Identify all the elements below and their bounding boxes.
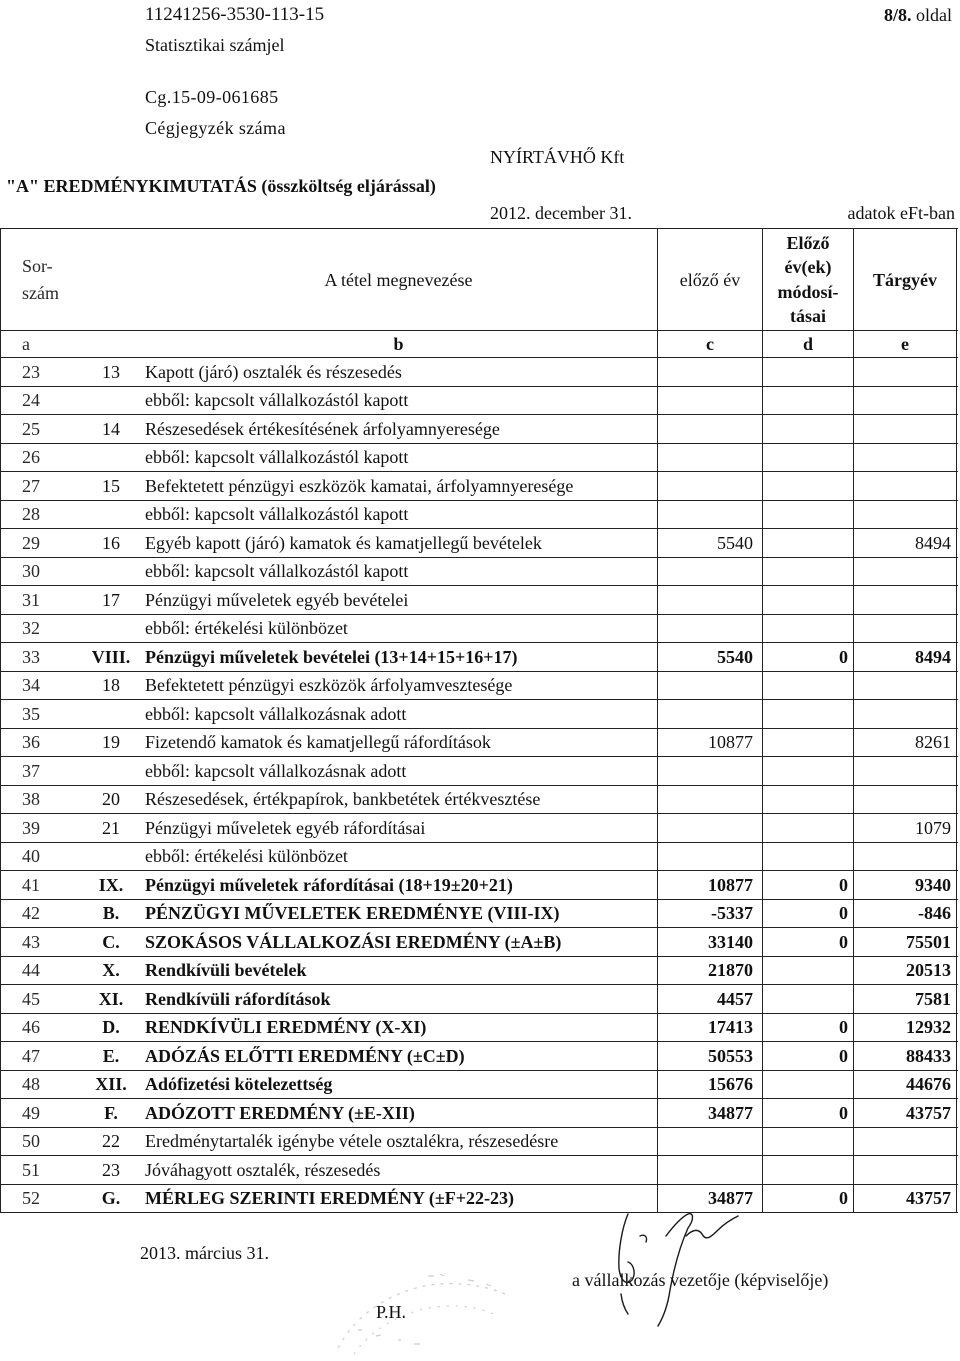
current-year-value: 9340 bbox=[853, 871, 957, 899]
item-name: Adófizetési kötelezettség bbox=[145, 1074, 333, 1095]
item-code: 22 bbox=[102, 1131, 120, 1152]
item-code: IX. bbox=[98, 874, 124, 895]
column-letter-d: d bbox=[762, 331, 853, 357]
prev-year-value: 10877 bbox=[657, 871, 762, 899]
table-row bbox=[1, 786, 958, 815]
prev-year-value: -5337 bbox=[657, 900, 762, 928]
document-title-main: "A" EREDMÉNYKIMUTATÁS bbox=[6, 176, 257, 196]
prior-year-adjustment-value: 0 bbox=[762, 643, 853, 671]
item-name: Pénzügyi műveletek egyéb ráfordításai bbox=[145, 817, 426, 838]
prior-year-adjustment-value bbox=[762, 814, 853, 842]
prev-year-value bbox=[657, 472, 762, 500]
handwritten-signature bbox=[588, 1206, 753, 1331]
item-name: ebből: kapcsolt vállalkozásnak adott bbox=[145, 703, 407, 724]
item-name: PÉNZÜGYI MŰVELETEK EREDMÉNYE (VIII-IX) bbox=[145, 903, 560, 924]
prev-year-value bbox=[657, 358, 762, 386]
prev-year-value bbox=[657, 1128, 762, 1156]
item-code bbox=[82, 387, 140, 415]
registry-number-label: Cégjegyzék száma bbox=[145, 118, 286, 138]
item-name: ebből: kapcsolt vállalkozástól kapott bbox=[145, 447, 409, 468]
item-code: D. bbox=[102, 1017, 120, 1038]
row-number: 34 bbox=[22, 675, 40, 696]
prior-year-adjustment-value bbox=[762, 757, 853, 785]
page-number: 8/8. bbox=[883, 5, 912, 25]
current-year-value bbox=[853, 586, 957, 614]
row-number: 31 bbox=[22, 589, 40, 610]
item-name: ebből: kapcsolt vállalkozástól kapott bbox=[145, 504, 409, 525]
document-title-sub: (összköltség eljárással) bbox=[261, 176, 436, 196]
table-header-row bbox=[1, 229, 958, 331]
prior-year-adjustment-value bbox=[762, 529, 853, 557]
item-name: Rendkívüli bevételek bbox=[145, 960, 307, 981]
current-year-value bbox=[853, 700, 957, 728]
table-row bbox=[1, 558, 958, 587]
item-name: RENDKÍVÜLI EREDMÉNY (X-XI) bbox=[145, 1017, 427, 1038]
prev-year-value bbox=[657, 558, 762, 586]
table-row bbox=[1, 814, 958, 843]
row-number: 50 bbox=[22, 1131, 40, 1152]
row-number: 47 bbox=[22, 1045, 40, 1066]
row-number: 48 bbox=[22, 1074, 40, 1095]
current-year-value bbox=[853, 558, 957, 586]
column-letter-e: e bbox=[853, 331, 957, 357]
current-year-value bbox=[853, 1156, 957, 1184]
header-prev-year bbox=[657, 229, 762, 330]
table-row bbox=[1, 387, 958, 416]
item-name: Pénzügyi műveletek bevételei (13+14+15+16+17) bbox=[145, 646, 518, 667]
prior-year-adjustment-value bbox=[762, 558, 853, 586]
prev-year-value: 34877 bbox=[657, 1099, 762, 1127]
prev-year-value: 5540 bbox=[657, 529, 762, 557]
prior-year-adjustment-value: 0 bbox=[762, 1185, 853, 1213]
header-current-year-label: Tárgyév bbox=[873, 269, 937, 290]
row-number: 38 bbox=[22, 789, 40, 810]
statistical-number: 11241256-3530-113-15 bbox=[145, 4, 325, 25]
current-year-value bbox=[853, 757, 957, 785]
row-number: 36 bbox=[22, 732, 40, 753]
prev-year-value bbox=[657, 814, 762, 842]
item-code: 17 bbox=[102, 589, 120, 610]
item-code: 14 bbox=[102, 418, 120, 439]
table-row bbox=[1, 729, 958, 758]
header-row-number-line2: szám bbox=[22, 282, 59, 303]
prior-year-adjustment-value bbox=[762, 1071, 853, 1099]
prev-year-value bbox=[657, 1156, 762, 1184]
prior-year-adjustment-value: 0 bbox=[762, 1042, 853, 1070]
prior-year-adjustment-value: 0 bbox=[762, 1014, 853, 1042]
row-number: 49 bbox=[22, 1102, 40, 1123]
column-letter-spacer bbox=[82, 331, 140, 357]
current-year-value: 44676 bbox=[853, 1071, 957, 1099]
prev-year-value: 21870 bbox=[657, 957, 762, 985]
header-item-name-label: A tétel megnevezése bbox=[324, 269, 473, 290]
prev-year-value: 33140 bbox=[657, 928, 762, 956]
signer-caption: a vállalkozás vezetője (képviselője) bbox=[572, 1270, 829, 1290]
prev-year-value bbox=[657, 415, 762, 443]
prev-year-value: 5540 bbox=[657, 643, 762, 671]
item-name: ebből: kapcsolt vállalkozástól kapott bbox=[145, 561, 409, 582]
item-code: X. bbox=[102, 960, 120, 981]
item-code bbox=[82, 615, 140, 643]
row-number: 42 bbox=[22, 903, 40, 924]
header-row-number bbox=[1, 229, 82, 330]
column-letter-c: c bbox=[657, 331, 762, 357]
row-number: 45 bbox=[22, 988, 40, 1009]
item-name: Kapott (járó) osztalék és részesedés bbox=[145, 361, 402, 382]
report-date: 2012. december 31. bbox=[490, 203, 632, 223]
column-letter-a: a bbox=[22, 334, 30, 354]
item-name: Befektetett pénzügyi eszközök kamatai, árfolyamnyeresége bbox=[145, 475, 574, 496]
prev-year-value bbox=[657, 672, 762, 700]
current-year-value bbox=[853, 444, 957, 472]
seal-placeholder: P.H. bbox=[376, 1302, 407, 1322]
current-year-value bbox=[853, 501, 957, 529]
current-year-value bbox=[853, 672, 957, 700]
prior-year-adjustment-value bbox=[762, 1156, 853, 1184]
row-number: 51 bbox=[22, 1159, 40, 1180]
table-row bbox=[1, 957, 958, 986]
table-row bbox=[1, 1042, 958, 1071]
table-row bbox=[1, 900, 958, 929]
item-code bbox=[82, 558, 140, 586]
prior-year-adjustment-value bbox=[762, 358, 853, 386]
row-number: 52 bbox=[22, 1188, 40, 1209]
prior-year-adjustment-value bbox=[762, 501, 853, 529]
prev-year-value bbox=[657, 757, 762, 785]
current-year-value bbox=[853, 358, 957, 386]
item-name: Pénzügyi műveletek ráfordításai (18+19±20+21) bbox=[145, 874, 513, 895]
prior-year-adjustment-value bbox=[762, 415, 853, 443]
page-indicator bbox=[884, 4, 952, 26]
table-row bbox=[1, 843, 958, 872]
prior-year-adjustment-value bbox=[762, 387, 853, 415]
row-number: 37 bbox=[22, 760, 40, 781]
prev-year-value: 50553 bbox=[657, 1042, 762, 1070]
prior-year-adjustment-value bbox=[762, 729, 853, 757]
row-number: 43 bbox=[22, 931, 40, 952]
item-name: ADÓZÁS ELŐTTI EREDMÉNY (±C±D) bbox=[145, 1045, 465, 1066]
current-year-value: 8494 bbox=[853, 529, 957, 557]
prev-year-value: 15676 bbox=[657, 1071, 762, 1099]
table-row bbox=[1, 1099, 958, 1128]
row-number: 27 bbox=[22, 475, 40, 496]
prior-year-adjustment-value bbox=[762, 786, 853, 814]
header-prior-adjustments-line1: Előző bbox=[786, 232, 830, 253]
header-row-number-line1: Sor- bbox=[22, 255, 53, 276]
item-name: ebből: értékelési különbözet bbox=[145, 618, 348, 639]
prior-year-adjustment-value bbox=[762, 843, 853, 871]
current-year-value bbox=[853, 786, 957, 814]
registry-number: Cg.15-09-061685 bbox=[145, 87, 279, 107]
item-code: 13 bbox=[102, 361, 120, 382]
prev-year-value bbox=[657, 501, 762, 529]
item-code: 15 bbox=[102, 475, 120, 496]
item-code: 23 bbox=[102, 1159, 120, 1180]
table-row bbox=[1, 529, 958, 558]
signature-date: 2013. március 31. bbox=[140, 1243, 269, 1263]
row-number: 32 bbox=[22, 618, 40, 639]
row-number: 25 bbox=[22, 418, 40, 439]
current-year-value: -846 bbox=[853, 900, 957, 928]
prev-year-value bbox=[657, 615, 762, 643]
header-prev-year-label: előző év bbox=[679, 269, 741, 290]
current-year-value: 1079 bbox=[853, 814, 957, 842]
item-code: E. bbox=[102, 1045, 120, 1066]
table-row bbox=[1, 643, 958, 672]
document-title bbox=[6, 175, 436, 197]
current-year-value: 43757 bbox=[853, 1099, 957, 1127]
row-number: 35 bbox=[22, 703, 40, 724]
table-row bbox=[1, 1185, 958, 1214]
column-letter-b: b bbox=[393, 334, 404, 354]
prior-year-adjustment-value bbox=[762, 700, 853, 728]
item-code bbox=[82, 843, 140, 871]
item-name: Fizetendő kamatok és kamatjellegű ráfordítások bbox=[145, 732, 491, 753]
table-row bbox=[1, 1128, 958, 1157]
table-row bbox=[1, 358, 958, 387]
prev-year-value bbox=[657, 387, 762, 415]
prior-year-adjustment-value: 0 bbox=[762, 871, 853, 899]
header-prior-adjustments-line2: év(ek) bbox=[784, 257, 832, 277]
table-body bbox=[1, 358, 958, 1213]
row-number: 44 bbox=[22, 960, 40, 981]
item-code: G. bbox=[101, 1188, 121, 1209]
stamp-marks bbox=[318, 1270, 518, 1356]
table-row bbox=[1, 672, 958, 701]
current-year-value bbox=[853, 615, 957, 643]
row-number: 23 bbox=[22, 361, 40, 382]
prev-year-value: 34877 bbox=[657, 1185, 762, 1213]
table-row bbox=[1, 700, 958, 729]
header-current-year bbox=[853, 229, 957, 330]
table-row bbox=[1, 928, 958, 957]
table-row bbox=[1, 586, 958, 615]
table-row bbox=[1, 871, 958, 900]
prev-year-value bbox=[657, 586, 762, 614]
current-year-value: 88433 bbox=[853, 1042, 957, 1070]
row-number: 40 bbox=[22, 846, 40, 867]
current-year-value: 7581 bbox=[853, 985, 957, 1013]
company-name: NYÍRTÁVHŐ Kft bbox=[490, 147, 625, 167]
prior-year-adjustment-value bbox=[762, 615, 853, 643]
prev-year-value bbox=[657, 700, 762, 728]
prior-year-adjustment-value: 0 bbox=[762, 928, 853, 956]
item-code: VIII. bbox=[91, 646, 131, 667]
prior-year-adjustment-value bbox=[762, 472, 853, 500]
item-name: ebből: kapcsolt vállalkozásnak adott bbox=[145, 760, 407, 781]
item-code bbox=[82, 444, 140, 472]
header-code bbox=[82, 229, 140, 330]
prior-year-adjustment-value: 0 bbox=[762, 900, 853, 928]
item-code: XI. bbox=[98, 988, 124, 1009]
item-name: Eredménytartalék igénybe vétele osztalékra, részesedésre bbox=[145, 1131, 559, 1152]
table-row bbox=[1, 501, 958, 530]
current-year-value bbox=[853, 472, 957, 500]
row-number: 46 bbox=[22, 1017, 40, 1038]
item-code bbox=[82, 501, 140, 529]
prior-year-adjustment-value bbox=[762, 444, 853, 472]
prev-year-value: 17413 bbox=[657, 1014, 762, 1042]
item-name: Jóváhagyott osztalék, részesedés bbox=[145, 1159, 381, 1180]
table-row bbox=[1, 1071, 958, 1100]
item-name: Egyéb kapott (járó) kamatok és kamatjellegű bevételek bbox=[145, 532, 542, 553]
current-year-value bbox=[853, 843, 957, 871]
row-number: 30 bbox=[22, 561, 40, 582]
row-number: 29 bbox=[22, 532, 40, 553]
item-name: MÉRLEG SZERINTI EREDMÉNY (±F+22-23) bbox=[145, 1188, 514, 1209]
income-statement-table bbox=[0, 228, 958, 1213]
current-year-value: 20513 bbox=[853, 957, 957, 985]
current-year-value: 8261 bbox=[853, 729, 957, 757]
prior-year-adjustment-value bbox=[762, 985, 853, 1013]
row-number: 26 bbox=[22, 447, 40, 468]
table-row bbox=[1, 1014, 958, 1043]
item-code: 20 bbox=[102, 789, 120, 810]
item-name: ADÓZOTT EREDMÉNY (±E-XII) bbox=[145, 1102, 415, 1123]
item-name: Pénzügyi műveletek egyéb bevételei bbox=[145, 589, 409, 610]
page-label: oldal bbox=[916, 5, 952, 25]
prior-year-adjustment-value: 0 bbox=[762, 1099, 853, 1127]
current-year-value bbox=[853, 387, 957, 415]
prev-year-value: 10877 bbox=[657, 729, 762, 757]
item-code: 16 bbox=[102, 532, 120, 553]
item-name: Részesedések, értékpapírok, bankbetétek értékvesztése bbox=[145, 789, 541, 810]
row-number: 41 bbox=[22, 874, 40, 895]
item-name: ebből: értékelési különbözet bbox=[145, 846, 348, 867]
table-row bbox=[1, 415, 958, 444]
prev-year-value bbox=[657, 786, 762, 814]
current-year-value: 43757 bbox=[853, 1185, 957, 1213]
row-number: 39 bbox=[22, 817, 40, 838]
row-number: 28 bbox=[22, 504, 40, 525]
current-year-value bbox=[853, 415, 957, 443]
table-row bbox=[1, 472, 958, 501]
header-prior-adjustments bbox=[762, 229, 853, 330]
item-code bbox=[82, 700, 140, 728]
row-number: 24 bbox=[22, 390, 40, 411]
current-year-value bbox=[853, 1128, 957, 1156]
header-item-name bbox=[140, 229, 657, 330]
row-number: 33 bbox=[22, 646, 40, 667]
item-name: SZOKÁSOS VÁLLALKOZÁSI EREDMÉNY (±A±B) bbox=[145, 931, 562, 952]
current-year-value: 12932 bbox=[853, 1014, 957, 1042]
prior-year-adjustment-value bbox=[762, 586, 853, 614]
item-code: 21 bbox=[102, 817, 120, 838]
item-code: B. bbox=[102, 903, 120, 924]
current-year-value: 75501 bbox=[853, 928, 957, 956]
prior-year-adjustment-value bbox=[762, 1128, 853, 1156]
table-row bbox=[1, 985, 958, 1014]
item-code: F. bbox=[104, 1102, 118, 1123]
table-row bbox=[1, 615, 958, 644]
column-letter-row bbox=[1, 331, 958, 358]
prev-year-value bbox=[657, 843, 762, 871]
item-name: Befektetett pénzügyi eszközök árfolyamvesztesége bbox=[145, 675, 513, 696]
item-code: 19 bbox=[102, 732, 120, 753]
item-name: Rendkívüli ráfordítások bbox=[145, 988, 331, 1009]
prior-year-adjustment-value bbox=[762, 672, 853, 700]
prev-year-value bbox=[657, 444, 762, 472]
table-row bbox=[1, 757, 958, 786]
item-code: XII. bbox=[95, 1074, 127, 1095]
item-code: 18 bbox=[102, 675, 120, 696]
current-year-value: 8494 bbox=[853, 643, 957, 671]
item-code bbox=[82, 757, 140, 785]
item-name: Részesedések értékesítésének árfolyamnyeresége bbox=[145, 418, 500, 439]
table-row bbox=[1, 444, 958, 473]
table-row bbox=[1, 1156, 958, 1185]
header-prior-adjustments-line4: tásai bbox=[790, 306, 826, 326]
prev-year-value: 4457 bbox=[657, 985, 762, 1013]
statistical-number-label: Statisztikai számjel bbox=[145, 35, 285, 55]
unit-note: adatok eFt-ban bbox=[847, 203, 955, 223]
prior-year-adjustment-value bbox=[762, 957, 853, 985]
item-name: ebből: kapcsolt vállalkozástól kapott bbox=[145, 390, 409, 411]
item-code: C. bbox=[102, 931, 120, 952]
header-prior-adjustments-line3: módosí- bbox=[777, 281, 839, 302]
